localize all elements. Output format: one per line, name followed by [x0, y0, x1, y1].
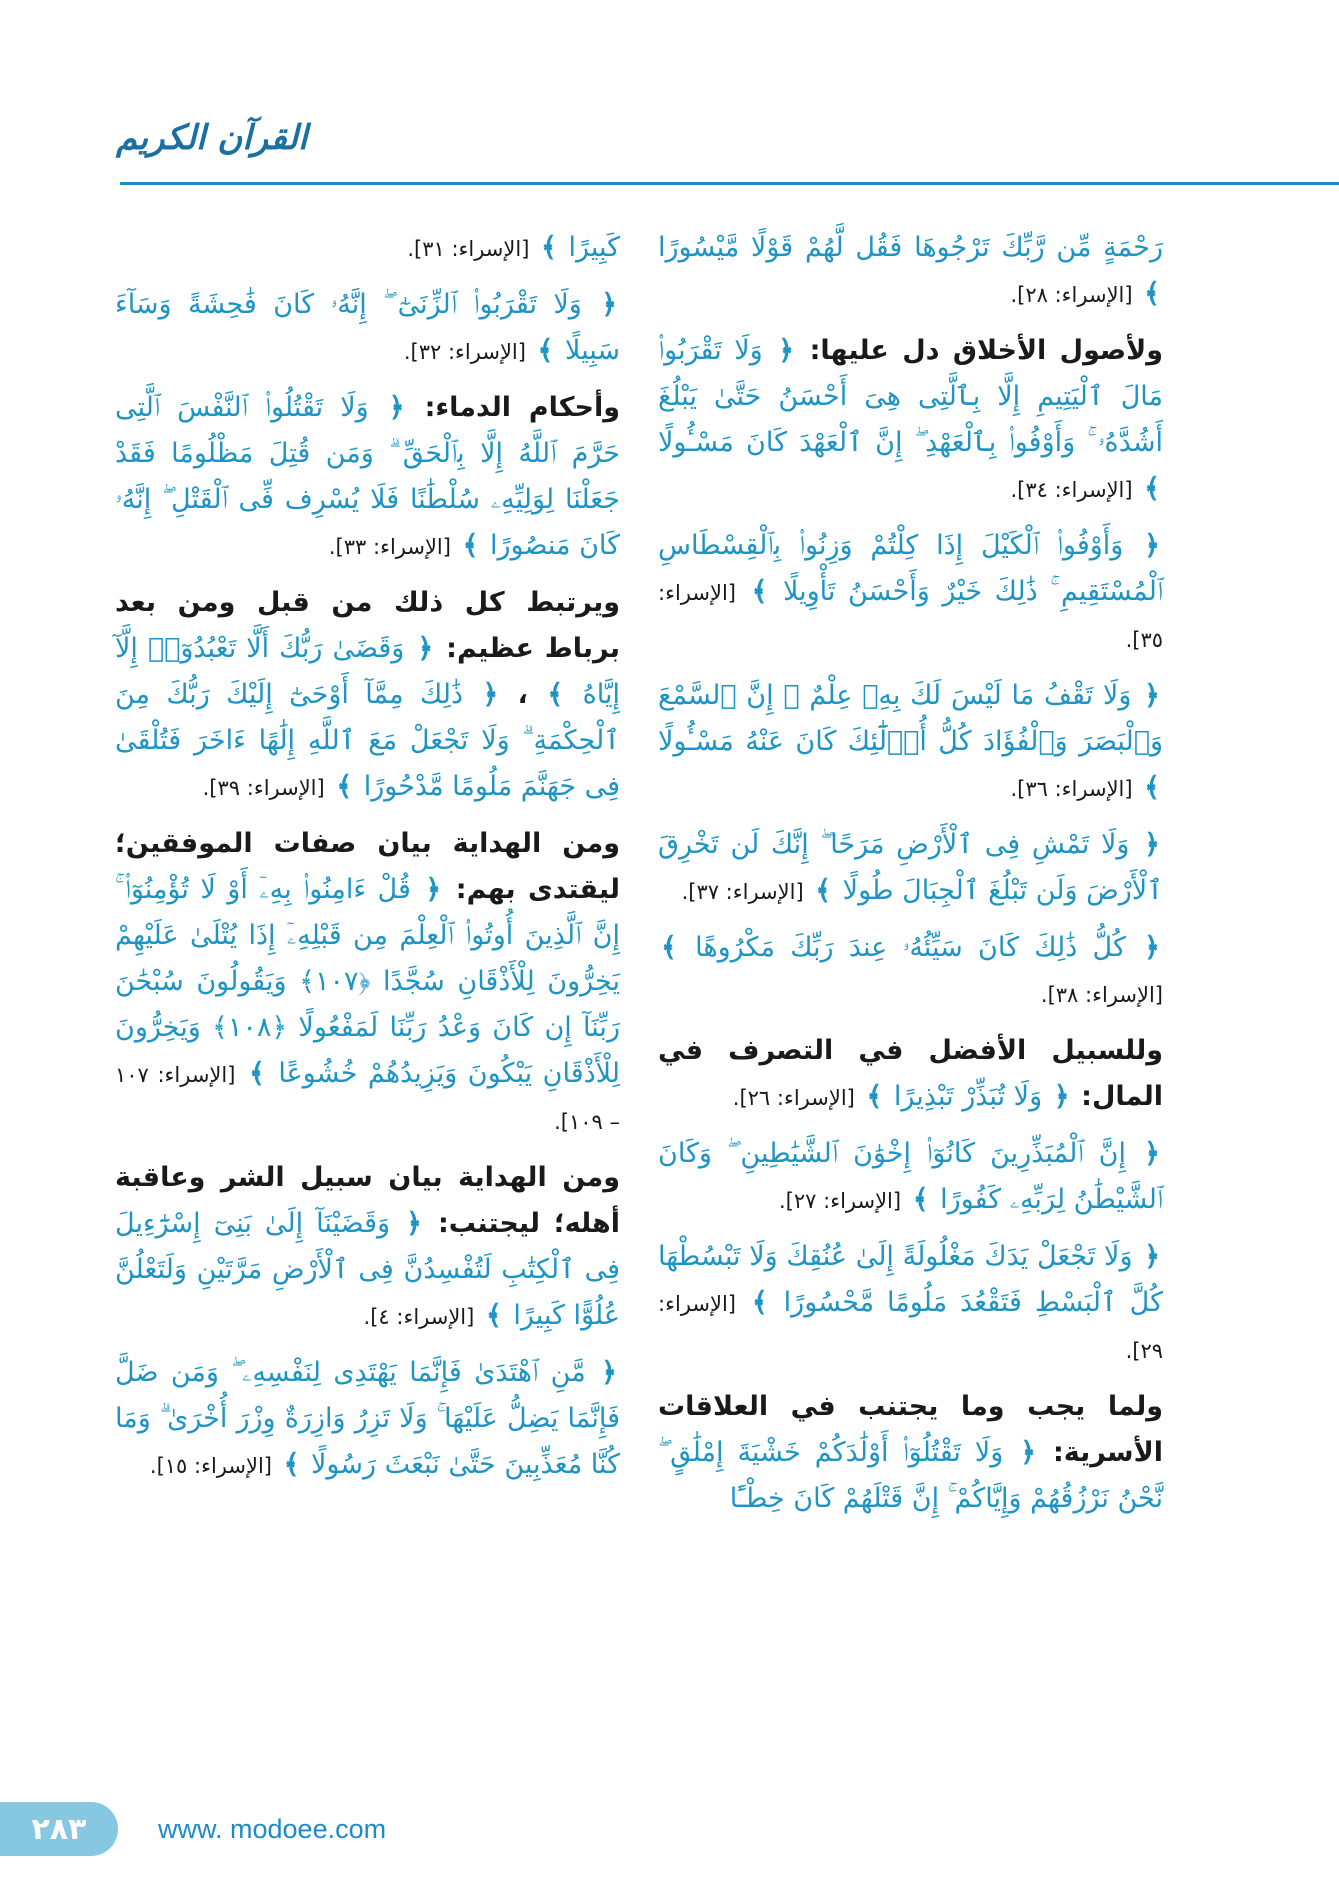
verse-reference: [الإسراء: ٢٩].: [658, 1292, 1163, 1363]
ornate-bracket-open: ﴿: [1144, 680, 1160, 711]
right-column: [658, 225, 1163, 1532]
ornate-bracket-open: ﴿: [406, 1208, 422, 1239]
verse-text: ذَٰلِكَ مِمَّآ أَوْحَىٰٓ إِلَيْكَ رَبُّكَ مِنَ ٱلْحِكْمَةِ ۗ وَلَا تَجْعَلْ مَعَ ٱللَّهِ إِلَٰهًا ءَاخَرَ فَتُلْقَىٰ فِى جَهَنَّمَ مَلُومًا مَّدْحُورًا: [115, 679, 620, 802]
verse-reference: [الإسراء: ٢٦].: [732, 1086, 855, 1110]
prose-intro: وأحكام الدماء:: [424, 392, 620, 423]
paragraph: [115, 225, 620, 272]
paragraph: [115, 282, 620, 375]
ornate-bracket-close: ﴾: [248, 1058, 265, 1089]
paragraph: [658, 523, 1163, 663]
paragraph: [658, 1028, 1163, 1121]
verse-reference: [الإسراء: ٣٨].: [1040, 983, 1163, 1007]
ornate-bracket-open: ﴿: [1053, 1081, 1070, 1112]
ornate-bracket-close: ﴾: [1144, 772, 1160, 803]
ornate-bracket-close: ﴾: [462, 530, 479, 561]
ornate-bracket-open: ﴿: [601, 1357, 617, 1388]
paragraph: [115, 821, 620, 1145]
ornate-bracket-close: ﴾: [547, 679, 564, 710]
paragraph: [658, 1131, 1163, 1224]
header-title: القرآن الكريم: [116, 118, 308, 158]
verse-reference: [الإسراء: ٤].: [363, 1305, 475, 1329]
page-header: [0, 110, 1339, 190]
verse-reference: [الإسراء: ١٠٧ – ١٠٩].: [115, 1063, 620, 1134]
verse-text: كُلُّ ذَٰلِكَ كَانَ سَيِّئُهُۥ عِندَ رَبِّكَ مَكْرُوهًا: [695, 932, 1126, 963]
verse-reference: [الإسراء: ٣٤].: [1010, 478, 1133, 502]
prose-intro: ويرتبط كل ذلك من قبل ومن بعد برباط عظيم:: [115, 587, 620, 664]
page-number: ٢٨٣: [31, 1811, 87, 1847]
ornate-bracket-open: ﴿: [1144, 1138, 1160, 1169]
verse-text: وَأَوْفُوا۟ ٱلْكَيْلَ إِذَا كِلْتُمْ وَزِنُوا۟ بِٱلْقِسْطَاسِ ٱلْمُسْتَقِيمِ ۚ ذَٰلِكَ خَيْرٌ وَأَحْسَنُ تَأْوِيلًا: [658, 530, 1164, 607]
verse-reference: [الإسراء: ١٥].: [149, 1454, 272, 1478]
ornate-bracket-close: ﴾: [485, 1300, 502, 1331]
paragraph: [658, 822, 1163, 915]
ornate-bracket-close: ﴾: [661, 932, 677, 963]
verse-text: وَلَا تَقْفُ مَا لَيْسَ لَكَ بِهِۦ عِلْمٌ ۚ إِنَّ ٱلسَّمْعَ وَٱلْبَصَرَ وَٱلْفُؤَادَ كُلُّ أُو۟لَٰٓئِكَ كَانَ عَنْهُ مَسْـُٔولًا: [658, 680, 1163, 757]
ornate-bracket-close: ﴾: [537, 335, 554, 366]
verse-reference: [الإسراء: ٣١].: [407, 237, 530, 261]
ornate-bracket-close: ﴾: [866, 1081, 883, 1112]
ornate-bracket-open: ﴿: [1144, 932, 1160, 963]
ornate-bracket-close: ﴾: [336, 771, 353, 802]
verse-text: وَلَا تَقْتُلُوٓا۟ أَوْلَٰدَكُمْ خَشْيَةَ إِمْلَٰقٍ ۖ نَّحْنُ نَرْزُقُهُمْ وَإِيَّاكُمْ ۚ إِنَّ قَتْلَهُمْ كَانَ خِطْـًٔا: [658, 1437, 1163, 1514]
paragraph: [658, 1234, 1163, 1374]
paragraph: [115, 1155, 620, 1340]
paragraph: [115, 1350, 620, 1489]
verse-text: وَلَا تُبَذِّرْ تَبْذِيرًا: [893, 1081, 1043, 1112]
ornate-bracket-open: ﴿: [601, 289, 618, 320]
verse-reference: [الإسراء: ٣٣].: [328, 535, 451, 559]
verse-text: وَقَضَىٰ رَبُّكَ أَلَّا تَعْبُدُوٓا۟ إِلَّآ إِيَّاهُ: [115, 633, 620, 710]
website-link[interactable]: www. modoee.com: [158, 1814, 387, 1844]
ornate-bracket-open: ﴿: [388, 392, 405, 423]
verse-text: وَلَا تَقْتُلُوا۟ ٱلنَّفْسَ ٱلَّتِى حَرَّمَ ٱللَّهُ إِلَّا بِٱلْحَقِّ ۗ وَمَن قُتِلَ مَظْلُومًا فَقَدْ جَعَلْنَا لِوَلِيِّهِۦ سُلْطَٰنًا فَلَا يُسْرِف فِّى ٱلْقَتْلِ ۖ إِنَّهُۥ كَانَ مَنصُورًا: [115, 392, 620, 561]
prose-intro: ولأصول الأخلاق دل عليها:: [809, 335, 1163, 366]
paragraph: [658, 925, 1163, 1018]
prose-intro: ولما يجب وما يجتنب في العلاقات الأسرية:: [658, 1391, 1163, 1468]
ornate-bracket-close: ﴾: [1144, 278, 1160, 309]
page-footer: [0, 1780, 1339, 1890]
prose-intro: وللسبيل الأفضل في التصرف في المال:: [658, 1035, 1163, 1112]
verse-reference: [الإسراء: ٣٥].: [658, 581, 1163, 652]
prose-intro: ومن الهداية بيان سبيل الشر وعاقبة أهله؛ ليجتنب:: [115, 1162, 620, 1239]
ornate-bracket-open: ﴿: [425, 874, 442, 905]
paragraph: [658, 328, 1163, 513]
ornate-bracket-close: ﴾: [751, 576, 768, 607]
verse-text: وَلَا تَقْرَبُوا۟ مَالَ ٱلْيَتِيمِ إِلَّا بِٱلَّتِى هِىَ أَحْسَنُ حَتَّىٰ يَبْلُغَ أَشُدَّهُۥ ۚ وَأَوْفُوا۟ بِٱلْعَهْدِ ۖ إِنَّ ٱلْعَهْدَ كَانَ مَسْـُٔولًا: [658, 335, 1163, 458]
page-number-badge: [0, 1802, 118, 1856]
verse-reference: [الإسراء: ٣٧].: [681, 880, 804, 904]
separator-comma: ،: [517, 679, 528, 710]
ornate-bracket-open: ﴿: [1144, 530, 1160, 561]
verse-text: وَقَضَيْنَآ إِلَىٰ بَنِىٓ إِسْرَٰٓءِيلَ فِى ٱلْكِتَٰبِ لَتُفْسِدُنَّ فِى ٱلْأَرْضِ مَرَّتَيْنِ وَلَتَعْلُنَّ عُلُوًّا كَبِيرًا: [115, 1208, 620, 1331]
ornate-bracket-close: ﴾: [1144, 473, 1160, 504]
ornate-bracket-open: ﴿: [778, 335, 795, 366]
verse-reference: [الإسراء: ٣٦].: [1010, 777, 1133, 801]
left-column: [115, 225, 620, 1499]
verse-text: وَلَا تَقْرَبُوا۟ ٱلزِّنَىٰٓ ۖ إِنَّهُۥ كَانَ فَٰحِشَةً وَسَآءَ سَبِيلًا: [115, 289, 620, 366]
ornate-bracket-close: ﴾: [751, 1287, 768, 1318]
verse-text: كَبِيرًا: [568, 232, 620, 263]
ornate-bracket-open: ﴿: [1144, 1241, 1161, 1272]
verse-reference: [الإسراء: ٢٧].: [779, 1189, 902, 1213]
paragraph: [658, 1384, 1163, 1522]
verse-text: مَّنِ ٱهْتَدَىٰ فَإِنَّمَا يَهْتَدِى لِنَفْسِهِۦ ۖ وَمَن ضَلَّ فَإِنَّمَا يَضِلُّ عَلَيْهَا ۚ وَلَا تَزِرُ وَازِرَةٌ وِزْرَ أُخْرَىٰ ۗ وَمَا كُنَّا مُعَذِّبِينَ حَتَّىٰ نَبْعَثَ رَسُولًا: [115, 1357, 620, 1480]
ornate-bracket-open: ﴿: [1144, 829, 1160, 860]
verse-text: رَحْمَةٍ مِّن رَّبِّكَ تَرْجُوهَا فَقُل لَّهُمْ قَوْلًا مَّيْسُورًا: [658, 232, 1163, 263]
verse-text: وَلَا تَجْعَلْ يَدَكَ مَغْلُولَةً إِلَىٰ عُنُقِكَ وَلَا تَبْسُطْهَا كُلَّ ٱلْبَسْطِ فَتَقْعُدَ مَلُومًا مَّحْسُورًا: [658, 1241, 1163, 1318]
ornate-bracket-open: ﴿: [417, 633, 434, 664]
paragraph: [115, 580, 620, 811]
ornate-bracket-close: ﴾: [912, 1184, 929, 1215]
ornate-bracket-close: ﴾: [283, 1449, 300, 1480]
verse-reference: [الإسراء: ٣٩].: [202, 776, 325, 800]
ornate-bracket-open: ﴿: [1020, 1437, 1037, 1468]
ornate-bracket-close: ﴾: [815, 875, 832, 906]
paragraph: [115, 385, 620, 570]
verse-reference: [الإسراء: ٣٢].: [403, 340, 526, 364]
verse-text: إِنَّ ٱلْمُبَذِّرِينَ كَانُوٓا۟ إِخْوَٰنَ ٱلشَّيَٰطِينِ ۖ وَكَانَ ٱلشَّيْطَٰنُ لِرَبِّهِۦ كَفُورًا: [658, 1138, 1163, 1215]
header-rule: [120, 182, 1339, 185]
verse-text: وَلَا تَمْشِ فِى ٱلْأَرْضِ مَرَحًا ۖ إِنَّكَ لَن تَخْرِقَ ٱلْأَرْضَ وَلَن تَبْلُغَ ٱلْجِبَالَ طُولًا: [658, 829, 1163, 906]
prose-intro: ومن الهداية بيان صفات الموفقين؛ ليقتدى بهم:: [115, 828, 620, 905]
paragraph: [658, 225, 1163, 318]
ornate-bracket-open: ﴿: [482, 679, 499, 710]
verse-text: قُلْ ءَامِنُوا۟ بِهِۦٓ أَوْ لَا تُؤْمِنُوٓا۟ ۚ إِنَّ ٱلَّذِينَ أُوتُوا۟ ٱلْعِلْمَ مِن قَبْلِهِۦٓ إِذَا يُتْلَىٰ عَلَيْهِمْ يَخِرُّونَ لِلْأَذْقَانِ سُجَّدًا ﴿١٠٧﴾ وَيَقُولُونَ سُبْحَٰنَ رَبِّنَآ إِن كَانَ وَعْدُ رَبِّنَا لَمَفْعُولًا ﴿١٠٨﴾ وَيَخِرُّونَ لِلْأَذْقَانِ يَبْكُونَ وَيَزِيدُهُمْ خُشُوعًا: [115, 874, 620, 1089]
paragraph: [658, 673, 1163, 812]
ornate-bracket-close: ﴾: [541, 232, 557, 263]
verse-reference: [الإسراء: ٢٨].: [1010, 283, 1133, 307]
